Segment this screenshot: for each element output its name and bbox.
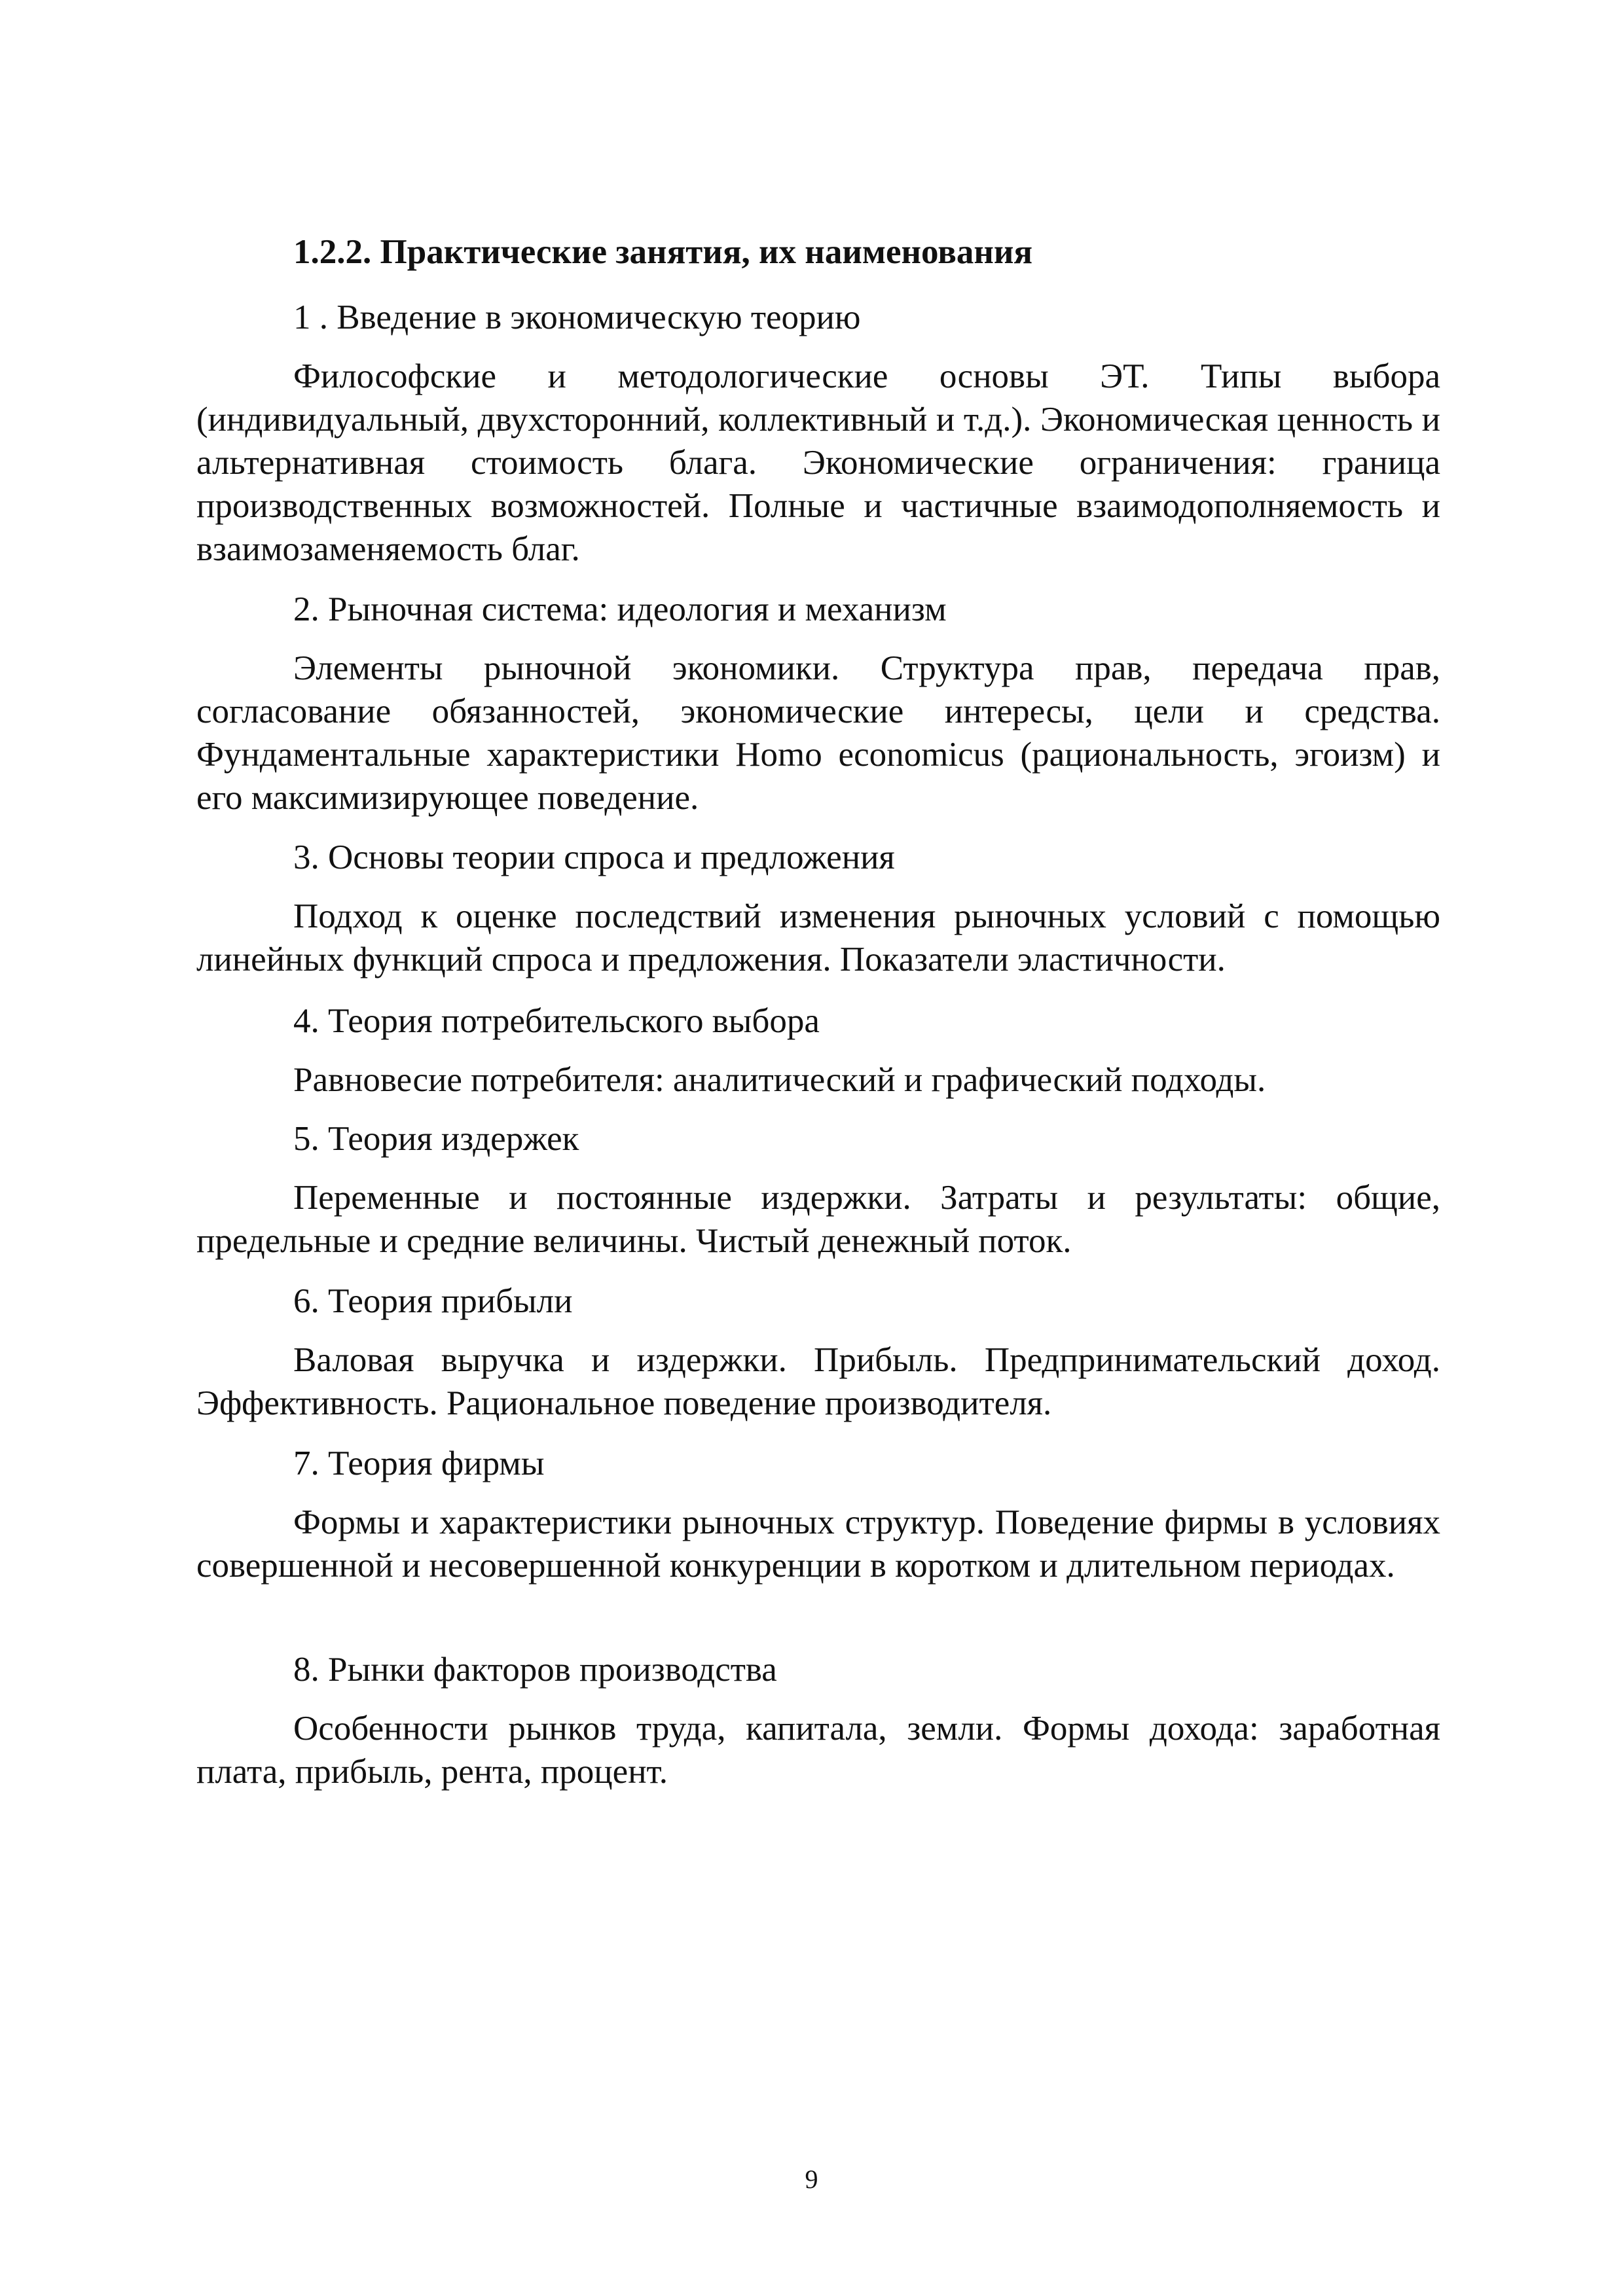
topic-description: Равновесие потребителя: аналитический и графический подходы. — [293, 1061, 1266, 1099]
topic-title: 6. Теория прибыли — [293, 1282, 573, 1320]
topic-description: Переменные и постоянные издержки. Затраты и результаты: общие, предельные и средние величины. Чистый денежный поток. — [196, 1179, 1440, 1260]
page-number: 9 — [805, 2164, 818, 2194]
topic-block-3 — [196, 836, 1440, 981]
topic-title: 2. Рыночная система: идеология и механизм — [293, 590, 947, 628]
topic-description: Особенности рынков труда, капитала, земли. Формы дохода: заработная плата, прибыль, рента, процент. — [196, 1710, 1440, 1791]
topic-block-7 — [196, 1442, 1440, 1587]
topic-description: Элементы рыночной экономики. Структура прав, передача прав, согласование обязанностей, экономические интересы, цели и средства. Фундаментальные характеристики Homo economicus (рациональность, эгоизм) и его максимизирующее поведение. — [196, 649, 1440, 817]
topic-title: 3. Основы теории спроса и предложения — [293, 838, 895, 876]
topic-block-2 — [196, 588, 1440, 819]
topic-block-5 — [196, 1117, 1440, 1263]
topic-title: 1 . Введение в экономическую теорию — [293, 298, 861, 336]
topic-block-4 — [196, 999, 1440, 1102]
topic-block-1 — [196, 296, 1440, 571]
section-heading: 1.2.2. Практические занятия, их наименования — [293, 233, 1033, 271]
topic-title: 8. Рынки факторов производства — [293, 1651, 777, 1689]
topic-description: Валовая выручка и издержки. Прибыль. Предпринимательский доход. Эффективность. Рациональное поведение производителя. — [196, 1341, 1440, 1422]
topic-description: Философские и методологические основы ЭТ. Типы выбора (индивидуальный, двухсторонний, коллективный и т.д.). Экономическая ценность и альтернативная стоимость блага. Экономические ограничения: граница производственных возможностей. Полные и частичные взаимодополняемость и взаимозаменяемость благ. — [196, 357, 1440, 568]
topic-block-8 — [196, 1648, 1440, 1793]
topic-title: 7. Теория фирмы — [293, 1444, 545, 1482]
topic-title: 4. Теория потребительского выбора — [293, 1002, 820, 1040]
topic-block-6 — [196, 1280, 1440, 1425]
topic-description: Подход к оценке последствий изменения рыночных условий с помощью линейных функций спроса и предложения. Показатели эластичности. — [196, 897, 1440, 978]
topic-title: 5. Теория издержек — [293, 1120, 579, 1158]
topic-description: Формы и характеристики рыночных структур. Поведение фирмы в условиях совершенной и несовершенной конкуренции в коротком и длительном периодах. — [196, 1503, 1440, 1585]
